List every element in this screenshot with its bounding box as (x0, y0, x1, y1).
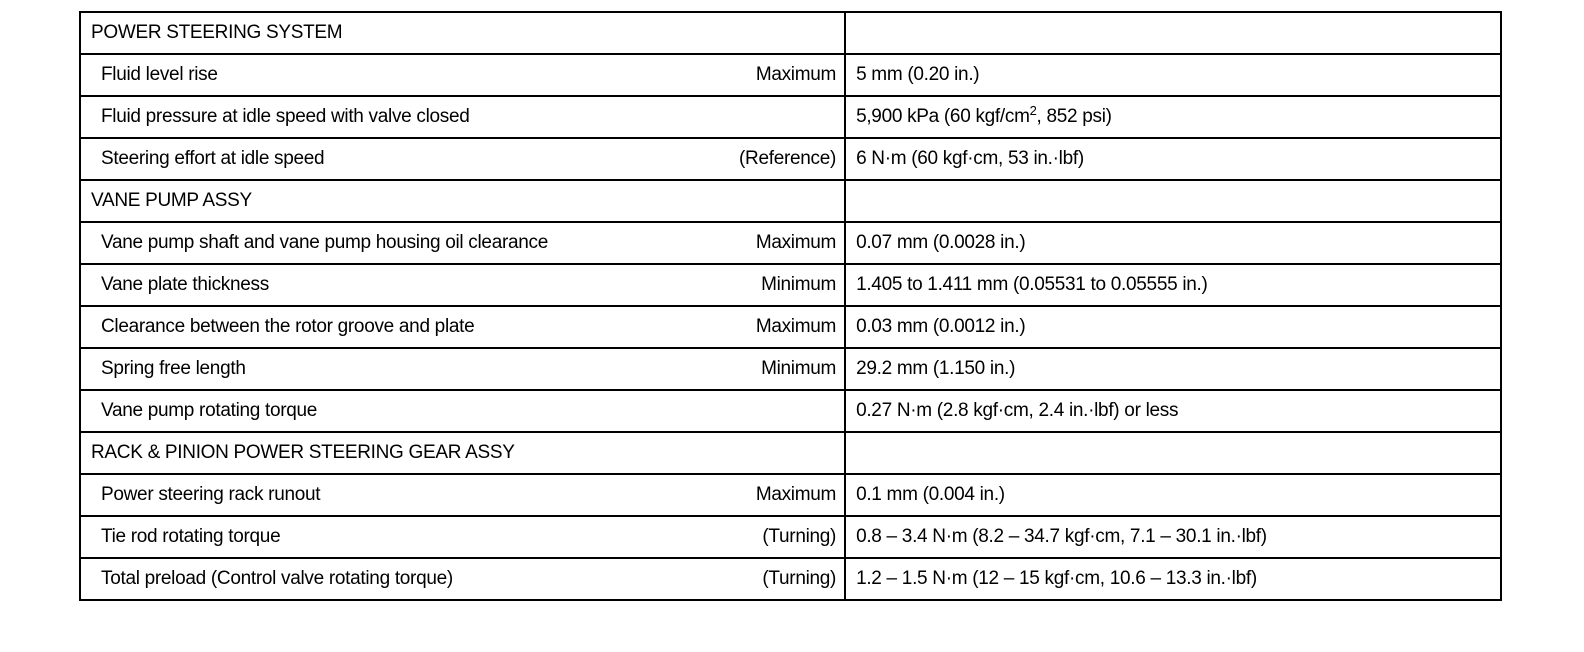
item-value: 1.405 to 1.411 mm (0.05531 to 0.05555 in.) (856, 274, 1208, 295)
value-cell (845, 96, 1501, 138)
item-label: Fluid pressure at idle speed with valve closed (101, 106, 470, 127)
empty-value-cell (845, 180, 1501, 222)
section-header-row (80, 12, 1501, 54)
item-label: Spring free length (101, 358, 246, 379)
empty-value-cell (845, 432, 1501, 474)
table-row (80, 516, 1501, 558)
item-value: 6 N·m (60 kgf·cm, 53 in.·lbf) (856, 148, 1084, 169)
item-value: 0.03 mm (0.0012 in.) (856, 316, 1026, 337)
item-value: 0.1 mm (0.004 in.) (856, 484, 1005, 505)
item-qualifier: Minimum (761, 274, 837, 295)
item-cell (80, 138, 845, 180)
table-row (80, 474, 1501, 516)
table-row (80, 306, 1501, 348)
value-cell (845, 54, 1501, 96)
value-cell (845, 558, 1501, 600)
item-label: Steering effort at idle speed (101, 148, 325, 169)
item-qualifier: Maximum (755, 232, 837, 253)
item-label: Total preload (Control valve rotating torque) (101, 568, 453, 589)
item-label: Tie rod rotating torque (101, 526, 281, 547)
item-cell (80, 222, 845, 264)
table-row (80, 348, 1501, 390)
item-cell (80, 306, 845, 348)
item-qualifier: (Turning) (762, 526, 837, 547)
item-value-part: , 852 psi) (1036, 106, 1112, 127)
item-label: Power steering rack runout (101, 484, 321, 505)
item-label: Fluid level rise (101, 64, 218, 85)
item-cell (80, 390, 845, 432)
item-value: 0.8 – 3.4 N·m (8.2 – 34.7 kgf·cm, 7.1 – 30.1 in.·lbf) (856, 526, 1267, 547)
section-title: RACK & PINION POWER STEERING GEAR ASSY (91, 442, 515, 463)
section-title-cell (80, 180, 845, 222)
item-value: 0.07 mm (0.0028 in.) (856, 232, 1026, 253)
table-row (80, 558, 1501, 600)
item-label: Clearance between the rotor groove and plate (101, 316, 475, 337)
item-cell (80, 96, 845, 138)
section-title-cell (80, 432, 845, 474)
section-header-row (80, 432, 1501, 474)
item-value-part: 5,900 kPa (60 kgf/cm (856, 106, 1030, 127)
item-cell (80, 348, 845, 390)
table-row (80, 54, 1501, 96)
item-qualifier: Maximum (755, 484, 837, 505)
value-cell (845, 390, 1501, 432)
empty-value-cell (845, 12, 1501, 54)
item-qualifier: (Turning) (762, 568, 837, 589)
superscript: 2 (1029, 103, 1037, 118)
item-value (846, 103, 1500, 128)
section-title-cell (80, 12, 845, 54)
table-row (80, 96, 1501, 138)
value-cell (845, 516, 1501, 558)
item-value: 5 mm (0.20 in.) (856, 64, 980, 85)
value-cell (845, 222, 1501, 264)
section-title: POWER STEERING SYSTEM (91, 22, 343, 43)
item-label: Vane pump shaft and vane pump housing oil clearance (101, 232, 548, 253)
item-label: Vane plate thickness (101, 274, 269, 295)
value-cell (845, 348, 1501, 390)
item-cell (80, 474, 845, 516)
item-value: 29.2 mm (1.150 in.) (856, 358, 1016, 379)
item-qualifier: Minimum (761, 358, 837, 379)
section-header-row (80, 180, 1501, 222)
item-value: 0.27 N·m (2.8 kgf·cm, 2.4 in.·lbf) or less (856, 400, 1179, 421)
value-cell (845, 306, 1501, 348)
item-cell (80, 558, 845, 600)
table-row (80, 264, 1501, 306)
item-qualifier: Maximum (755, 64, 837, 85)
spec-table (79, 11, 1502, 601)
item-qualifier: Maximum (755, 316, 837, 337)
value-cell (845, 264, 1501, 306)
table-row (80, 138, 1501, 180)
item-cell (80, 54, 845, 96)
item-qualifier: (Reference) (739, 148, 837, 169)
item-value: 1.2 – 1.5 N·m (12 – 15 kgf·cm, 10.6 – 13.3 in.·lbf) (856, 568, 1257, 589)
value-cell (845, 138, 1501, 180)
item-cell (80, 264, 845, 306)
table-row (80, 390, 1501, 432)
value-cell (845, 474, 1501, 516)
item-cell (80, 516, 845, 558)
item-label: Vane pump rotating torque (101, 400, 318, 421)
section-title: VANE PUMP ASSY (91, 190, 252, 211)
table-row (80, 222, 1501, 264)
